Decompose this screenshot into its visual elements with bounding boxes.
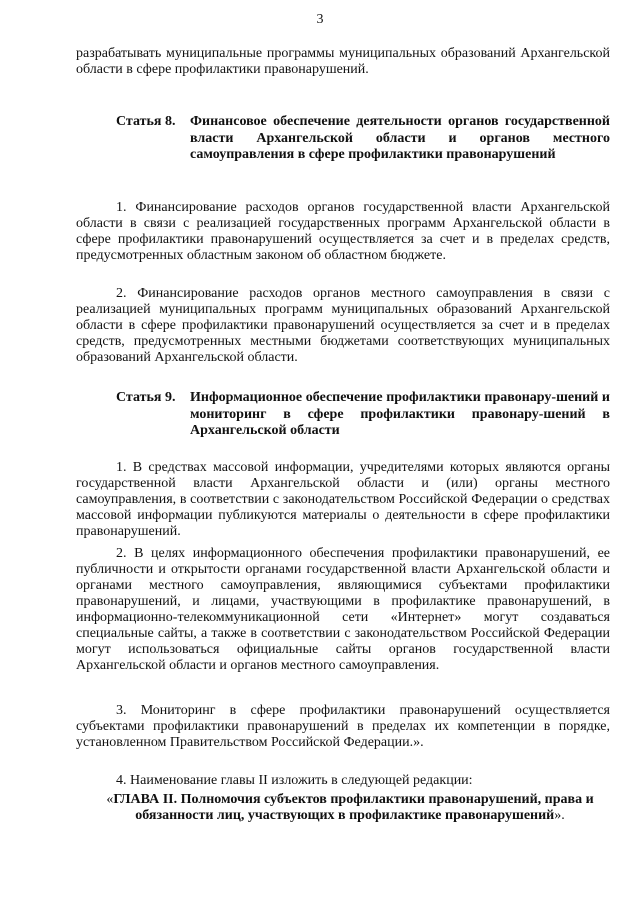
article-9-paragraph-3: 3. Мониторинг в сфере профилактики правонарушений осуществляется субъектами профилактики правонарушений в пределах их компетенции в порядке, установленном Правительством Российской Федерации.».: [76, 703, 610, 750]
intro-paragraph: разрабатывать муниципальные программы муниципальных образований Архангельской области в сфере профилактики правонарушений.: [76, 46, 610, 77]
article-9-title: Информационное обеспечение профилактики правонару-шений и мониторинг в сфере профилактики правонару-шений в Архангельской области: [190, 390, 610, 438]
article-9-number: Статья 9.: [116, 390, 176, 405]
article-9-paragraph-1: 1. В средствах массовой информации, учредителями которых являются органы государственной власти Архангельской области и (или) органы местного самоуправления, в соответствии с законодательством Российской Федерации о средствах массовой информации публикуются материалы о деятельности в сфере профилактики правонарушений.: [76, 460, 610, 539]
page-number: 3: [316, 12, 324, 27]
article-8-number: Статья 8.: [116, 114, 176, 129]
article-9-paragraph-2: 2. В целях информационного обеспечения профилактики правонарушений, ее публичности и открытости органами государственной власти Архангельской области и органами местного самоуправления, являющимися субъектами профилактики правонарушений, и лицами, участвующими в профилактике правонарушений, в информационно-телекоммуникационной сети «Интернет» могут создаваться специальные сайты, а также в соответствии с законодательством Российской Федерации могут использоваться официальные сайты органов государственной власти Архангельской области и органов местного самоуправления.: [76, 546, 610, 673]
article-8-heading: [116, 114, 610, 164]
chapter-close-quote: ».: [554, 808, 565, 823]
chapter-2-title: ГЛАВА II. Полномочия субъектов профилактики правонарушений, права и обязанности лиц, участвующих в профилактике правонарушений: [113, 792, 594, 823]
chapter-2-heading: [100, 792, 600, 824]
article-9-heading: [116, 390, 610, 440]
article-8-title: Финансовое обеспечение деятельности органов государственной власти Архангельской области и органов местного самоуправления в сфере профилактики правонарушений: [190, 114, 610, 162]
chapter-open-quote: «: [106, 792, 114, 807]
article-8-paragraph-1: 1. Финансирование расходов органов государственной власти Архангельской области в связи с реализацией государственных программ Архангельской области в сфере профилактики правонарушений осуществляется за счет и в пределах средств, предусмотренных областным законом об областном бюджете.: [76, 200, 610, 263]
article-8-paragraph-2: 2. Финансирование расходов органов местного самоуправления в связи с реализацией муниципальных программ муниципальных образований Архангельской области в сфере профилактики правонарушений осуществляется за счет и в пределах средств, предусмотренных местными бюджетами соответствующих муниципальных образований Архангельской области.: [76, 286, 610, 365]
item-4-paragraph: 4. Наименование главы II изложить в следующей редакции:: [116, 773, 473, 788]
